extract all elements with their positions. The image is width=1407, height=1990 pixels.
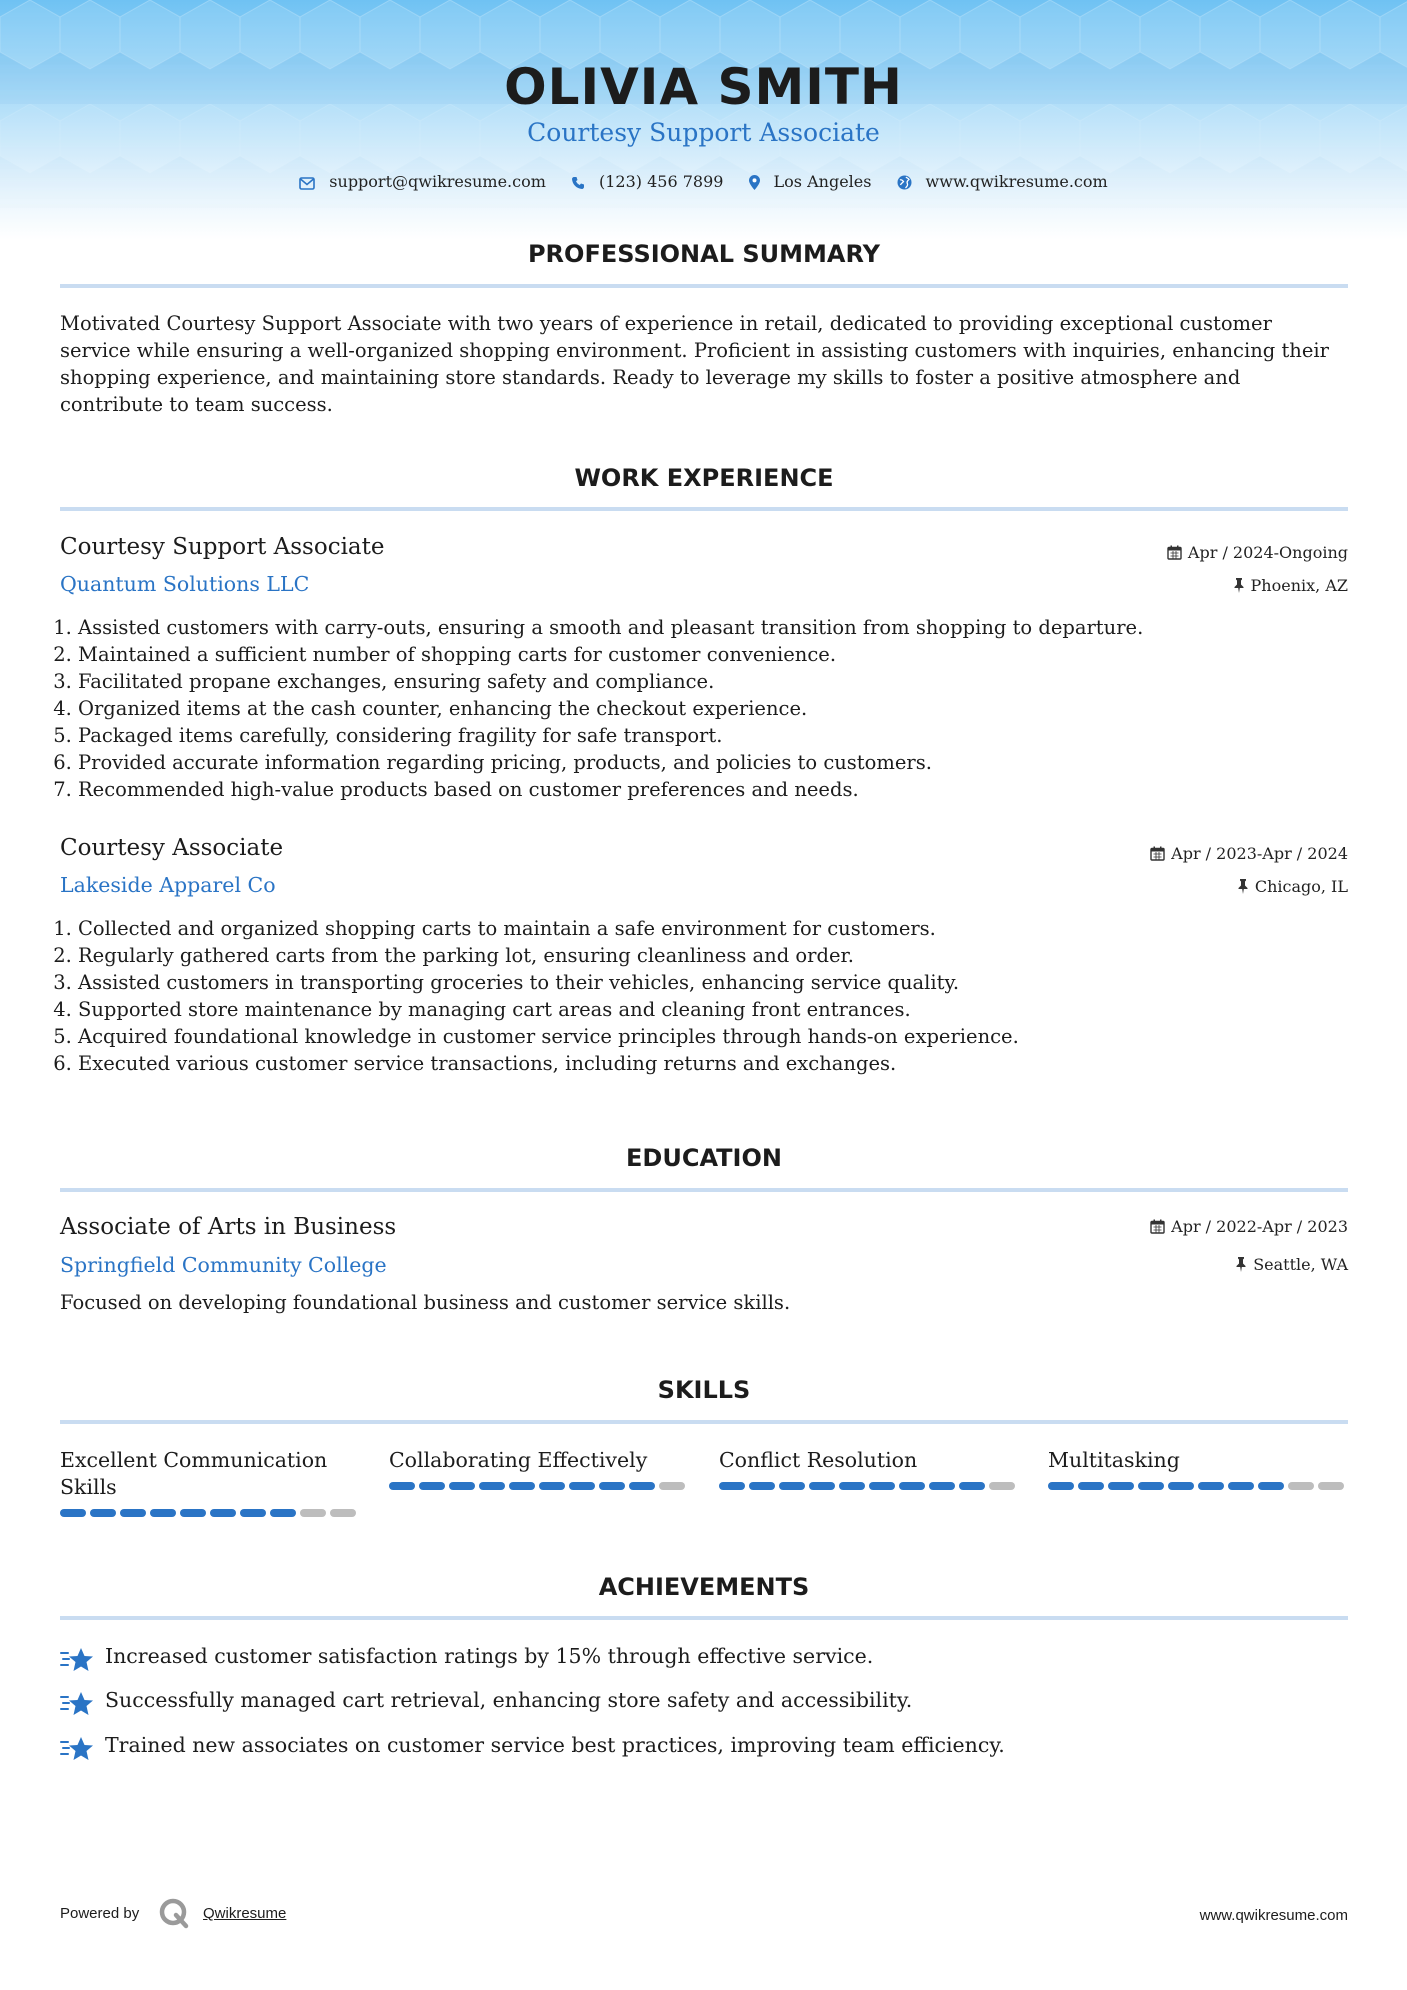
map-pin-icon (749, 175, 760, 190)
experience-heading: WORK EXPERIENCE (574, 464, 834, 492)
job-responsibilities (60, 614, 1366, 803)
skill-name: Conflict Resolution (719, 1448, 918, 1472)
envelope-icon (299, 177, 315, 190)
skill-item (1048, 1447, 1348, 1490)
skill-segment-filled (959, 1482, 985, 1490)
skill-name: Excellent Communication Skills (60, 1448, 328, 1499)
achievement-text: Successfully managed cart retrieval, enhancing store safety and accessibility. (105, 1688, 913, 1712)
qwikresume-logo-icon (158, 1897, 190, 1929)
list-item: 1. Collected and organized shopping carts to maintain a safe environment for customers. (78, 915, 1366, 942)
list-item: 2. Regularly gathered carts from the parking lot, ensuring cleanliness and order. (78, 942, 1366, 969)
skill-segment-filled (150, 1509, 176, 1517)
job-dates (1150, 844, 1348, 863)
skill-segment-filled (120, 1509, 146, 1517)
globe-icon (897, 175, 912, 190)
achievements-divider (60, 1616, 1348, 1620)
contact-location-text: Los Angeles (773, 172, 872, 191)
job-company: Lakeside Apparel Co (60, 873, 276, 897)
education-description: Focused on developing foundational business and customer service skills. (60, 1291, 791, 1314)
skill-level-bar (719, 1482, 1019, 1490)
skill-segment-filled (1258, 1482, 1284, 1490)
skill-segment-filled (629, 1482, 655, 1490)
job-dates-text: Apr / 2024-Ongoing (1187, 543, 1348, 562)
star-award-icon (60, 1691, 94, 1717)
skill-segment-filled (419, 1482, 445, 1490)
education-location (1235, 1255, 1348, 1274)
skill-segment-filled (1048, 1482, 1074, 1490)
job-title: Courtesy Support Associate (60, 534, 385, 560)
job-location (1237, 877, 1348, 896)
contact-location (749, 172, 872, 191)
skill-segment-filled (509, 1482, 535, 1490)
skill-segment-filled (180, 1509, 206, 1517)
skill-segment-filled (1168, 1482, 1194, 1490)
footer-url[interactable]: www.qwikresume.com (1199, 1907, 1348, 1924)
experience-divider (60, 507, 1348, 511)
education-heading: EDUCATION (626, 1144, 782, 1172)
achievement-text: Increased customer satisfaction ratings by 15% through effective service. (105, 1644, 874, 1668)
skill-segment-filled (569, 1482, 595, 1490)
list-item: 1. Assisted customers with carry-outs, ensuring a smooth and pleasant transition from shopping to departure. (78, 614, 1366, 641)
job-company: Quantum Solutions LLC (60, 572, 310, 596)
skill-segment-filled (1078, 1482, 1104, 1490)
job-dates (1167, 543, 1348, 562)
pushpin-icon (1233, 578, 1245, 593)
skill-segment-empty (300, 1509, 326, 1517)
skill-segment-filled (1198, 1482, 1224, 1490)
pushpin-icon (1235, 1257, 1247, 1272)
list-item: 5. Packaged items carefully, considering fragility for safe transport. (78, 722, 1366, 749)
contact-email[interactable] (299, 172, 546, 191)
skills-heading: SKILLS (657, 1376, 751, 1404)
skill-segment-filled (719, 1482, 745, 1490)
contact-email-text: support@qwikresume.com (329, 172, 546, 191)
qwikresume-link[interactable]: Qwikresume (203, 1905, 287, 1922)
list-item: 4. Organized items at the cash counter, enhancing the checkout experience. (78, 695, 1366, 722)
job-title: Courtesy Associate (60, 835, 284, 861)
skill-segment-filled (839, 1482, 865, 1490)
star-award-icon (60, 1647, 94, 1673)
skill-segment-filled (270, 1509, 296, 1517)
education-dates (1150, 1217, 1348, 1236)
pushpin-icon (1237, 879, 1249, 894)
star-award-icon (60, 1736, 94, 1762)
job-location-text: Chicago, IL (1254, 877, 1348, 896)
skill-segment-empty (1288, 1482, 1314, 1490)
calendar-icon (1150, 846, 1165, 861)
list-item: 5. Acquired foundational knowledge in customer service principles through hands-on experience. (78, 1023, 1366, 1050)
skill-segment-filled (1108, 1482, 1134, 1490)
job-location (1233, 576, 1348, 595)
list-item: 2. Maintained a sufficient number of shopping carts for customer convenience. (78, 641, 1366, 668)
skill-segment-filled (210, 1509, 236, 1517)
skill-segment-empty (659, 1482, 685, 1490)
skill-segment-empty (330, 1509, 356, 1517)
summary-heading: PROFESSIONAL SUMMARY (527, 240, 881, 268)
list-item: 3. Assisted customers in transporting groceries to their vehicles, enhancing service quality. (78, 969, 1366, 996)
skills-divider (60, 1420, 1348, 1424)
skill-name: Multitasking (1048, 1448, 1180, 1472)
calendar-icon (1167, 545, 1182, 560)
skill-segment-filled (449, 1482, 475, 1490)
list-item: 6. Provided accurate information regarding pricing, products, and policies to customers. (78, 749, 1366, 776)
contact-phone-text: (123) 456 7899 (598, 172, 724, 191)
contact-bar (0, 172, 1407, 191)
list-item: 3. Facilitated propane exchanges, ensuring safety and compliance. (78, 668, 1366, 695)
skill-segment-filled (539, 1482, 565, 1490)
list-item: 7. Recommended high-value products based on customer preferences and needs. (78, 776, 1366, 803)
achievement-text: Trained new associates on customer service best practices, improving team efficiency. (105, 1733, 1005, 1757)
education-dates-text: Apr / 2022-Apr / 2023 (1171, 1217, 1348, 1236)
skill-item (389, 1447, 689, 1490)
phone-icon (571, 176, 585, 190)
job-dates-text: Apr / 2023-Apr / 2024 (1171, 844, 1348, 863)
skill-segment-empty (1318, 1482, 1344, 1490)
school-name: Springfield Community College (60, 1253, 387, 1277)
skill-segment-filled (240, 1509, 266, 1517)
contact-website[interactable] (897, 172, 1108, 191)
job-location-text: Phoenix, AZ (1250, 576, 1348, 595)
job-responsibilities (60, 915, 1366, 1077)
skill-segment-filled (899, 1482, 925, 1490)
education-location-text: Seattle, WA (1253, 1255, 1348, 1274)
skill-segment-filled (1138, 1482, 1164, 1490)
skill-name: Collaborating Effectively (389, 1448, 648, 1472)
skill-segment-filled (779, 1482, 805, 1490)
skill-segment-filled (929, 1482, 955, 1490)
skill-level-bar (389, 1482, 689, 1490)
candidate-name: OLIVIA SMITH (504, 58, 903, 116)
skill-segment-filled (389, 1482, 415, 1490)
skill-level-bar (1048, 1482, 1348, 1490)
skill-segment-filled (60, 1509, 86, 1517)
list-item: 6. Executed various customer service transactions, including returns and exchanges. (78, 1050, 1366, 1077)
skill-segment-filled (809, 1482, 835, 1490)
skill-segment-empty (989, 1482, 1015, 1490)
candidate-role: Courtesy Support Associate (527, 118, 880, 147)
footer-powered-by (60, 1905, 287, 1922)
powered-by-label: Powered by (60, 1905, 140, 1922)
skill-segment-filled (479, 1482, 505, 1490)
skill-segment-filled (599, 1482, 625, 1490)
calendar-icon (1150, 1219, 1165, 1234)
education-divider (60, 1188, 1348, 1192)
summary-text: Motivated Courtesy Support Associate with two years of experience in retail, dedicated to providing exceptional customer service while ensuring a well-organized shopping environment. Proficient in assisting customers with inquiries, enhancing their shopping experience, and maintaining store standards. Ready to leverage my skills to foster a positive atmosphere and contribute to team success. (60, 312, 1329, 416)
degree-title: Associate of Arts in Business (60, 1214, 397, 1240)
contact-website-text: www.qwikresume.com (925, 172, 1108, 191)
skill-item (60, 1447, 360, 1517)
achievements-heading: ACHIEVEMENTS (598, 1573, 810, 1601)
skill-item (719, 1447, 1019, 1490)
summary-divider (60, 284, 1348, 288)
skill-segment-filled (1228, 1482, 1254, 1490)
skill-segment-filled (90, 1509, 116, 1517)
skill-segment-filled (749, 1482, 775, 1490)
list-item: 4. Supported store maintenance by managing cart areas and cleaning front entrances. (78, 996, 1366, 1023)
contact-phone[interactable] (571, 172, 723, 191)
skill-level-bar (60, 1509, 360, 1517)
skill-segment-filled (869, 1482, 895, 1490)
